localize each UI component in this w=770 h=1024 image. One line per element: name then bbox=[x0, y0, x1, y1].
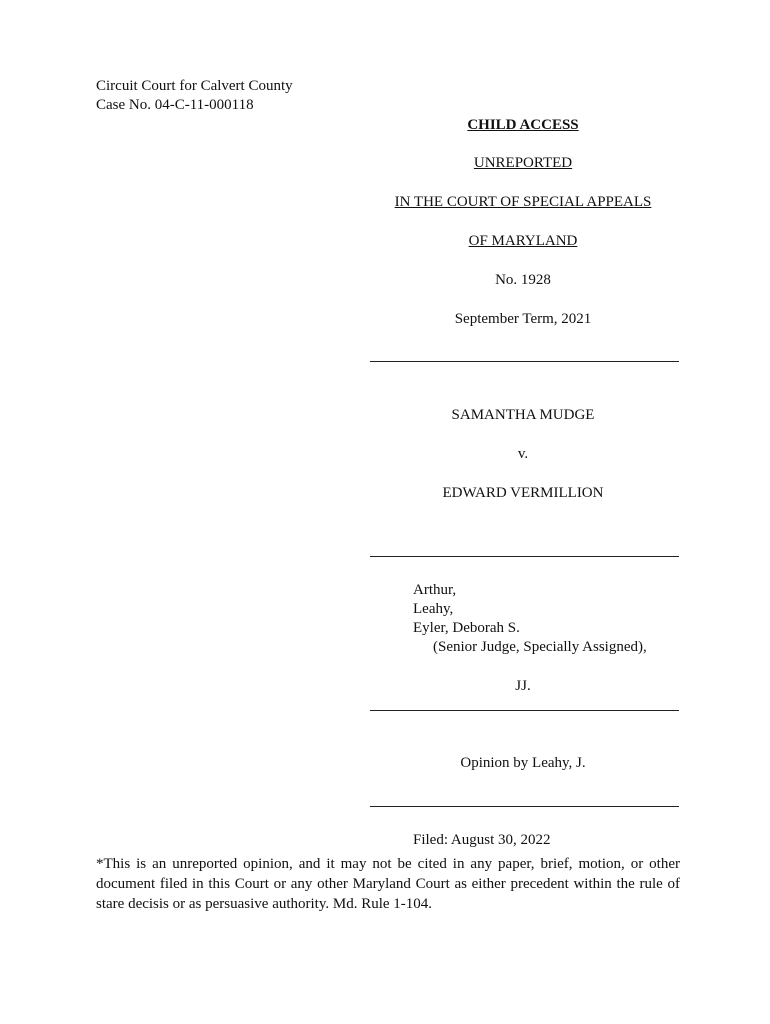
panel-judge: Arthur, bbox=[413, 582, 457, 598]
divider-rule bbox=[370, 710, 679, 711]
case-number-line: Case No. 04-C-11-000118 bbox=[96, 97, 254, 113]
case-category: CHILD ACCESS bbox=[467, 117, 579, 133]
unreported-opinion-footnote: *This is an unreported opinion, and it may not be cited in any paper, brief, motion, or other document filed in this Court or any other Maryland Court as either precedent within the rule of stare decisis or as persuasive authority. Md. Rule 1-104. bbox=[96, 856, 680, 912]
opinion-author: Opinion by Leahy, J. bbox=[460, 755, 586, 771]
appellant-name: SAMANTHA MUDGE bbox=[451, 407, 595, 423]
court-term: September Term, 2021 bbox=[454, 311, 592, 327]
reporting-status: UNREPORTED bbox=[473, 155, 573, 171]
panel-judge: Eyler, Deborah S. bbox=[413, 620, 520, 636]
panel-suffix: JJ. bbox=[515, 678, 531, 694]
appellee-name: EDWARD VERMILLION bbox=[442, 485, 604, 501]
court-state: OF MARYLAND bbox=[468, 233, 578, 249]
lower-court-line: Circuit Court for Calvert County bbox=[96, 78, 293, 94]
filed-date: Filed: August 30, 2022 bbox=[413, 832, 551, 848]
versus-label: v. bbox=[517, 446, 529, 462]
panel-note: (Senior Judge, Specially Assigned), bbox=[433, 639, 647, 655]
docket-number: No. 1928 bbox=[495, 272, 551, 288]
divider-rule bbox=[370, 556, 679, 557]
divider-rule bbox=[370, 806, 679, 807]
panel-judge: Leahy, bbox=[413, 601, 454, 617]
divider-rule bbox=[370, 361, 679, 362]
court-name: IN THE COURT OF SPECIAL APPEALS bbox=[394, 194, 652, 210]
